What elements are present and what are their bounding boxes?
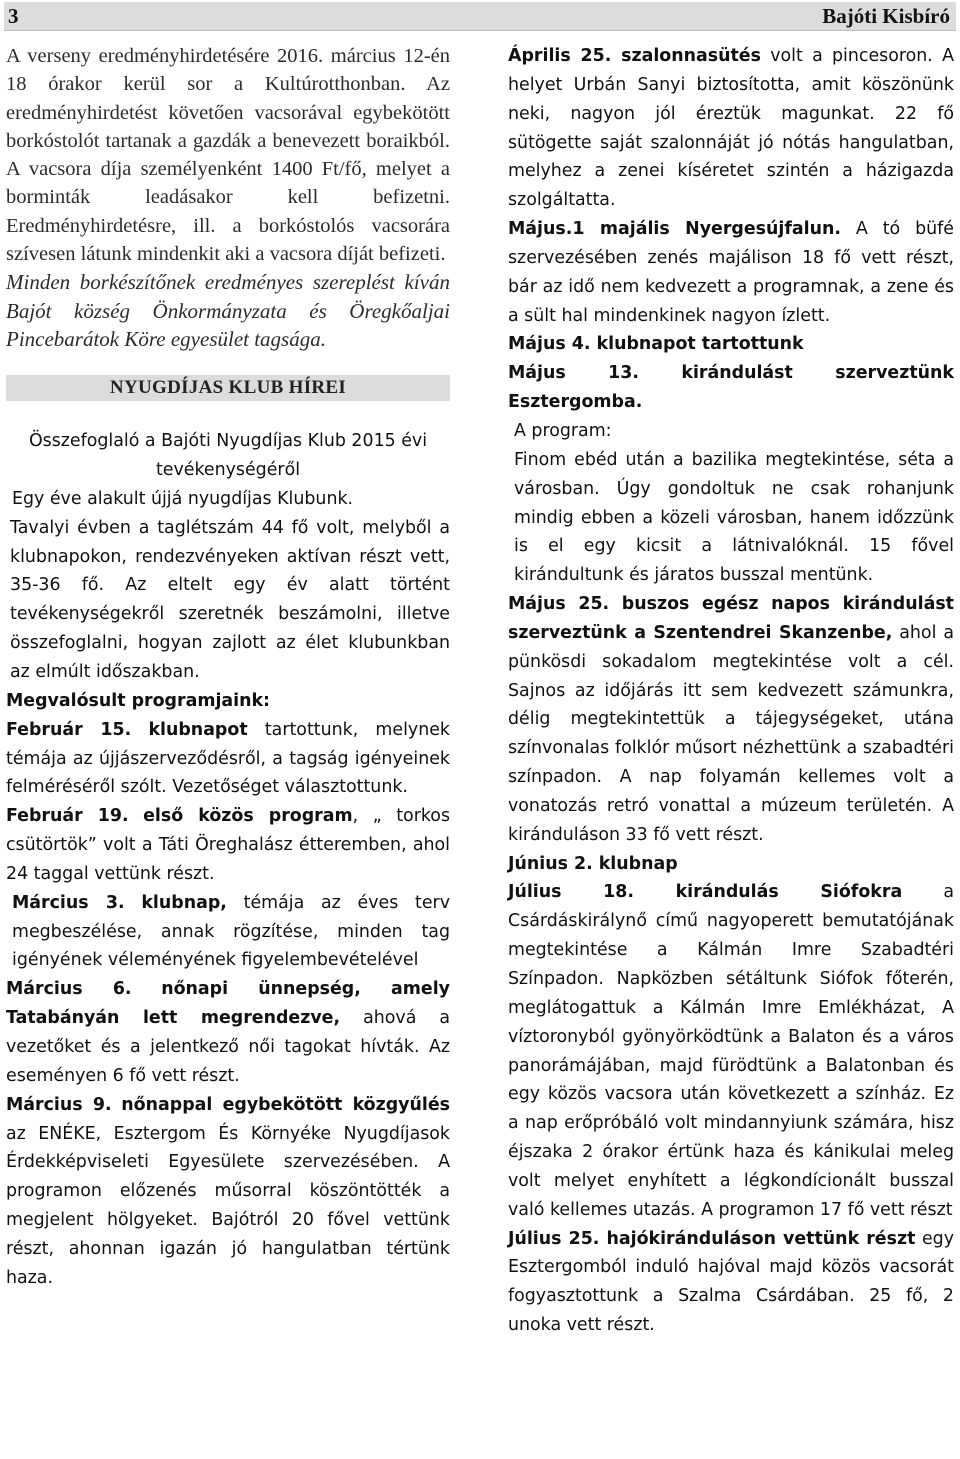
- event-may-13: Május 13. kirándulást szerveztünk Esztergomba.: [508, 363, 954, 413]
- section-banner: NYUGDÍJAS KLUB HÍREI: [6, 375, 450, 401]
- event-title: nőnappal egybekötött közgyűlés: [121, 1094, 451, 1115]
- event-title: Július 25. hajókiránduláson vettünk részt: [508, 1228, 916, 1249]
- event-date: Március 9.: [6, 1094, 112, 1115]
- event-description: ahová a vezetőket és a jelentkező női tagokat hívták. Az eseményen 6 fő vett részt.: [6, 1008, 450, 1086]
- membership-paragraph: Tavalyi évben a taglétszám 44 fő volt, melyből a klubnapokon, rendezvényeken aktívan részt vett, 35-36 fő. Az eltelt egy év alatt történt tevékenységekről szeretnék beszámolni, illetve összefoglalni, hogyan zajlott az élet klubunkban az elmúlt időszakban.: [10, 517, 450, 683]
- event-description: volt a pincesoron. A helyet Urbán Sanyi biztosította, amit köszönünk neki, nagyon jól éreztük magunkat. 22 fő sütögette saját szalonnáját jó nótás hangulatban, melyhez a zenei kíséretet szintén a házigazda szolgáltatta.: [508, 46, 954, 211]
- summary-title: Összefoglaló a Bajóti Nyugdíjas Klub 2015 évi tevékenységéről: [28, 431, 428, 481]
- wine-contest-announcement: A verseny eredményhirdetésére 2016. március 12-én 18 órakor kerül sor a Kultúrotthonban. Az eredményhirdetést követően vacsorával egybekötött borkóstolót tartanak a gazdák a benevezett boraikból. A vacsora díja személyenként 1400 Ft/fő, melyet a borminták leadásakor kell befizetni. Eredményhirdetésre, ill. a borkóstolós vacsorára szívesen látunk mindenkit aki a vacsora díját befizeti.: [6, 45, 450, 266]
- wine-contest-wish: Minden borkészítőnek eredményes szereplést kíván Bajót község Önkormányzata és Öregkőaljai Pincebarátok Köre egyesület tagsága.: [6, 270, 450, 351]
- club-reformed-text: Egy éve alakult újjá nyugdíjas Klubunk.: [12, 488, 354, 509]
- event-title: Július 18. kirándulás Siófokra: [508, 882, 903, 903]
- event-may-13-description: Finom ebéd után a bazilika megtekintése, séta a városban. Úgy gondoltuk ne csak rohanjunk mindig ebben a közeli városban, hanem időzzünk is el egy kicsit a látnivalóknál. 15 fővel kirándultunk és járatos busszal mentünk.: [514, 449, 954, 586]
- page-number: 3: [8, 4, 19, 28]
- event-jun-2: Június 2. klubnap: [508, 853, 678, 874]
- event-may-4: Május 4. klubnapot tartottunk: [508, 334, 804, 355]
- wine-contest-section: [6, 42, 450, 353]
- event-description: egy Esztergomból induló hajóval majd közös vacsorát fogyasztottunk a Szalma Csárdában. 25 fő, 2 unoka vett részt.: [508, 1228, 954, 1336]
- event-description: az ENÉKE, Esztergom És Környéke Nyugdíjasok Érdekképviseleti Egyesülete szervezésében. A programon előzenés műsorral köszöntötték a megjelent hölgyeket. Bajótról 20 fővel vettünk részt, ahonnan igazán jó hangulatban tértünk haza.: [6, 1123, 450, 1288]
- event-title: első közös program: [143, 806, 353, 827]
- event-description: tartottunk, melynek témája az újjászerveződésről, a tagság igényeinek felméréséről szólt. Vezetőséget választottunk.: [6, 719, 450, 798]
- publication-title: Bajóti Kisbíró: [822, 4, 950, 28]
- event-apr-25: [508, 42, 954, 215]
- event-title: klubnapot: [148, 719, 248, 740]
- event-description: A tó büfé szervezésében zenés majálison 18 fő vett részt, bár az idő nem kedvezett a programnak, a zene és a sült hal mindenkinek nagyon ízlett.: [508, 219, 954, 326]
- event-mar-9: [6, 1091, 450, 1293]
- event-description: a Csárdáskirálynő című nagyoperett bemutatójának megtekintése a Kálmán Imre Szabadtéri Színpadon. Napközben sétáltunk Siófok főterén, meglátogattuk a Kálmán Imre Emlékházat, A víztoronyból gyönyörködtünk a Balaton és a város panorámájában, majd fürödtünk a Balatonban és egy közös vacsora után következett a színház. Ez a nap erőpróbáló volt mindannyiunk számára, hisz éjszaka 2 órakor értünk haza és kánikulai meleg volt melyet enyhített a légkondícionált busszal való kellemes utazás. A programon 17 fő vett részt: [508, 882, 955, 1220]
- event-jul-25: [508, 1225, 954, 1340]
- event-title: klubnap,: [141, 892, 227, 913]
- event-feb-19: [6, 802, 450, 889]
- right-column: [508, 42, 954, 1340]
- event-date: Március 3.: [12, 892, 125, 913]
- page-header: [4, 2, 956, 31]
- event-jul-18: [508, 878, 954, 1224]
- event-description: , „ torkos csütörtök” volt a Táti Öreghalász étteremben, ahol 24 taggal vettünk részt.: [6, 806, 450, 884]
- event-mar-6: [6, 975, 450, 1090]
- event-date: Február 19.: [6, 806, 129, 827]
- event-title: Május 25. buszos egész napos kirándulást szerveztünk a Szentendrei Skanzenbe,: [508, 594, 954, 643]
- event-mar-3: [6, 889, 450, 976]
- event-description: ahol a pünkösdi sokadalom megtekintése volt a cél. Sajnos az időjárás itt sem kedvezett számunkra, délig megtekintettük a tájegységeket, utána színvonalas folklór műsort nézhettünk a szabadtéri színpadon. A nap folyamán kellemes volt a vonatozás retró vonattal a múzeum területén. A kiránduláson 33 fő vett részt.: [508, 622, 954, 845]
- event-title: nőnapi ünnepség, amely Tatabányán lett megrendezve,: [6, 979, 451, 1029]
- event-title: Április 25. szalonnasütés: [508, 46, 761, 66]
- event-title: Május.1 majális Nyergesújfalun.: [508, 219, 841, 240]
- event-description: témája az éves terv megbeszélése, annak rögzítése, minden tag igényének véleményének figyelembevételével: [12, 892, 450, 971]
- event-date: Március 6.: [6, 979, 132, 1000]
- event-may-25: [508, 590, 954, 850]
- event-date: Február 15.: [6, 719, 132, 740]
- event-may-1: [508, 215, 954, 330]
- program-label: A program:: [514, 420, 612, 441]
- left-column: [6, 42, 450, 1293]
- event-feb-15: [6, 716, 450, 803]
- club-news-section: [6, 427, 450, 1292]
- programs-heading: Megvalósult programjaink:: [6, 690, 271, 711]
